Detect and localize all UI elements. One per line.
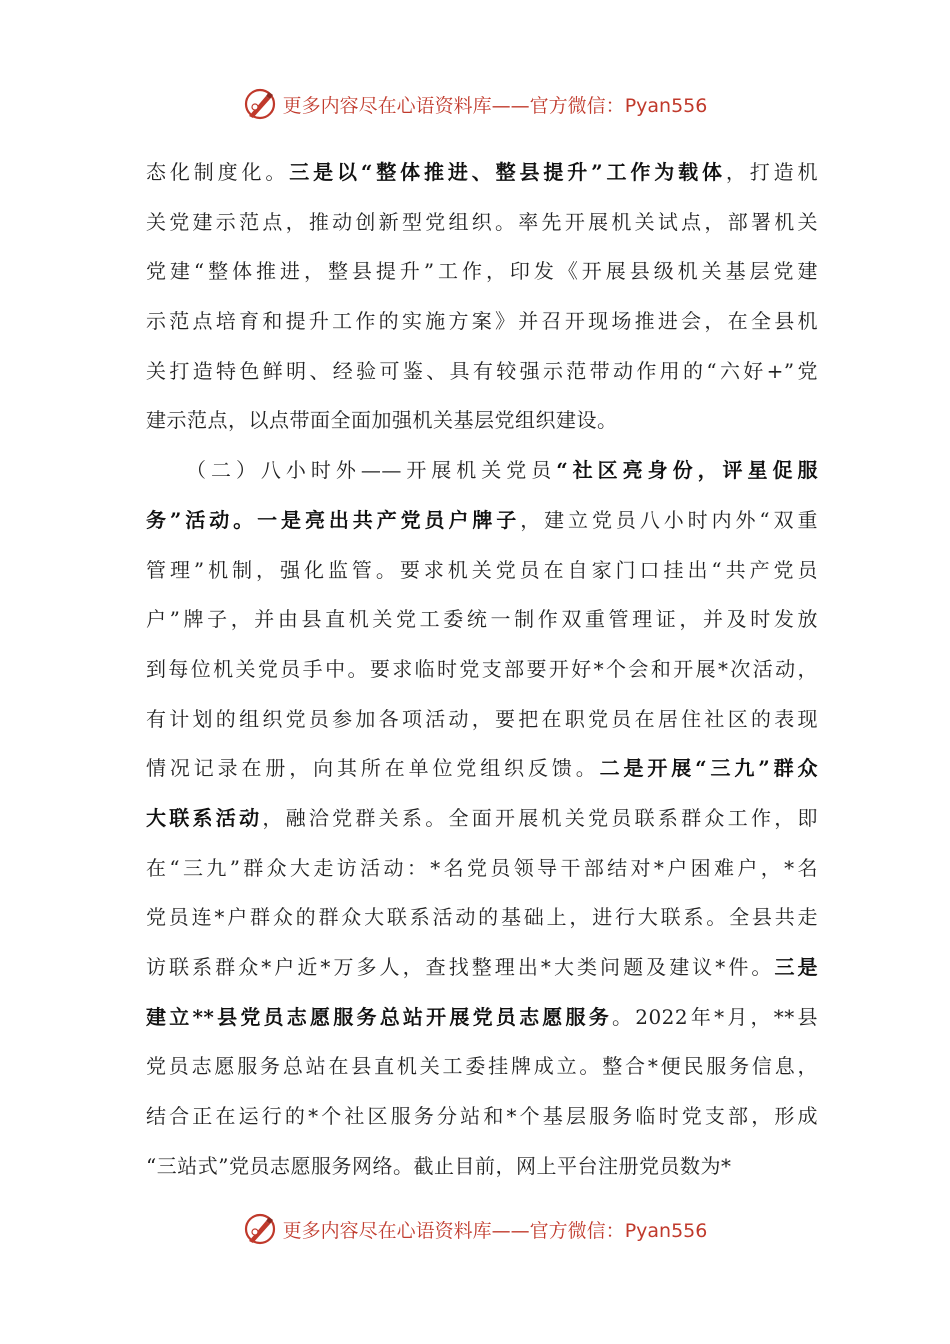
text-line xyxy=(146,695,818,745)
text-line xyxy=(146,297,818,347)
text-line xyxy=(146,744,818,794)
text-line xyxy=(146,645,818,695)
banner-text: 更多内容尽在心语资料库——官方微信：Pyan556 xyxy=(282,1219,708,1242)
bold-text-segment: 大联系活动 xyxy=(146,805,263,830)
text-segment: 访联系群众*户近*万多人，查找整理出*大类问题及建议*件。 xyxy=(146,955,775,979)
bold-text-segment: “社区亮身份，评星促服 xyxy=(556,458,818,483)
text-segment: 有计划的组织党员参加各项活动，要把在职党员在居住社区的表现 xyxy=(146,706,818,731)
text-segment: 党员志愿服务总站在县直机关工委挂牌成立。整合*便民服务信息， xyxy=(146,1054,818,1079)
bold-text-segment: 三是 xyxy=(774,955,819,979)
text-line xyxy=(146,1042,818,1092)
text-segment: 党建“整体推进，整县提升”工作，印发《开展县级机关基层党建 xyxy=(146,259,818,284)
text-line xyxy=(146,396,818,446)
text-line xyxy=(146,844,818,894)
text-segment: 示范点培育和提升工作的实施方案》并召开现场推进会，在全县机 xyxy=(146,309,818,334)
text-segment: 到每位机关党员手中。要求临时党支部要开好*个会和开展*次活动， xyxy=(146,656,818,681)
bold-text-segment: 二是开展“三九”群众 xyxy=(599,756,819,781)
text-segment: 建示范点，以点带面全面加强机关基层党组织建设。 xyxy=(146,408,618,433)
text-segment: ，建立党员八小时内外“双重 xyxy=(520,507,818,532)
text-segment: 情况记录在册，向其所在单位党组织反馈。 xyxy=(146,756,600,781)
bold-text-segment: 建立**县党员志愿服务总站开展党员志愿服务 xyxy=(146,1004,612,1029)
text-segment: 。2022年*月，**县 xyxy=(612,1004,818,1029)
footer-watermark-banner xyxy=(0,1209,950,1249)
text-line xyxy=(146,496,818,546)
text-line xyxy=(146,794,818,844)
text-segment: “三站式”党员志愿服务网络。截止目前，网上平台注册党员数为* xyxy=(146,1153,732,1178)
text-line xyxy=(146,1142,818,1192)
document-body xyxy=(146,148,818,1191)
bold-text-segment: 务”活动。一是亮出共产党员户牌子 xyxy=(146,507,521,532)
text-segment: ，打造机 xyxy=(725,160,818,184)
bold-text-segment: 三是以“整体推进、整县提升”工作为载体 xyxy=(289,160,726,184)
text-segment: 党员连*户群众的群众大联系活动的基础上，进行大联系。全县共走 xyxy=(146,905,818,930)
pen-logo-icon xyxy=(243,87,277,121)
header-watermark-banner xyxy=(0,84,950,124)
text-line xyxy=(146,446,818,496)
pen-logo-icon xyxy=(243,1212,277,1246)
text-segment: ，融洽党群关系。全面开展机关党员联系群众工作，即 xyxy=(262,805,819,830)
text-segment: 态化制度化。 xyxy=(146,160,290,184)
banner-text: 更多内容尽在心语资料库——官方微信：Pyan556 xyxy=(282,94,708,117)
text-line xyxy=(146,546,818,596)
text-line xyxy=(146,247,818,297)
text-segment: 关打造特色鲜明、经验可鉴、具有较强示范带动作用的“六好+”党 xyxy=(146,358,818,383)
text-segment: 关党建示范点，推动创新型党组织。率先开展机关试点，部署机关 xyxy=(146,209,818,234)
text-line xyxy=(146,1092,818,1142)
text-segment: （二）八小时外——开展机关党员 xyxy=(186,458,557,483)
text-line xyxy=(146,943,818,993)
text-segment: 在“三九”群众大走访活动：*名党员领导干部结对*户困难户，*名 xyxy=(146,855,818,880)
text-line xyxy=(146,148,818,198)
text-segment: 户”牌子，并由县直机关党工委统一制作双重管理证，并及时发放 xyxy=(146,607,818,632)
text-line xyxy=(146,893,818,943)
text-line xyxy=(146,595,818,645)
text-line xyxy=(146,347,818,397)
text-line xyxy=(146,198,818,248)
text-segment: 结合正在运行的*个社区服务分站和*个基层服务临时党支部，形成 xyxy=(146,1104,818,1129)
text-segment: 管理”机制，强化监管。要求机关党员在自家门口挂出“共产党员 xyxy=(146,557,818,582)
text-line xyxy=(146,993,818,1043)
